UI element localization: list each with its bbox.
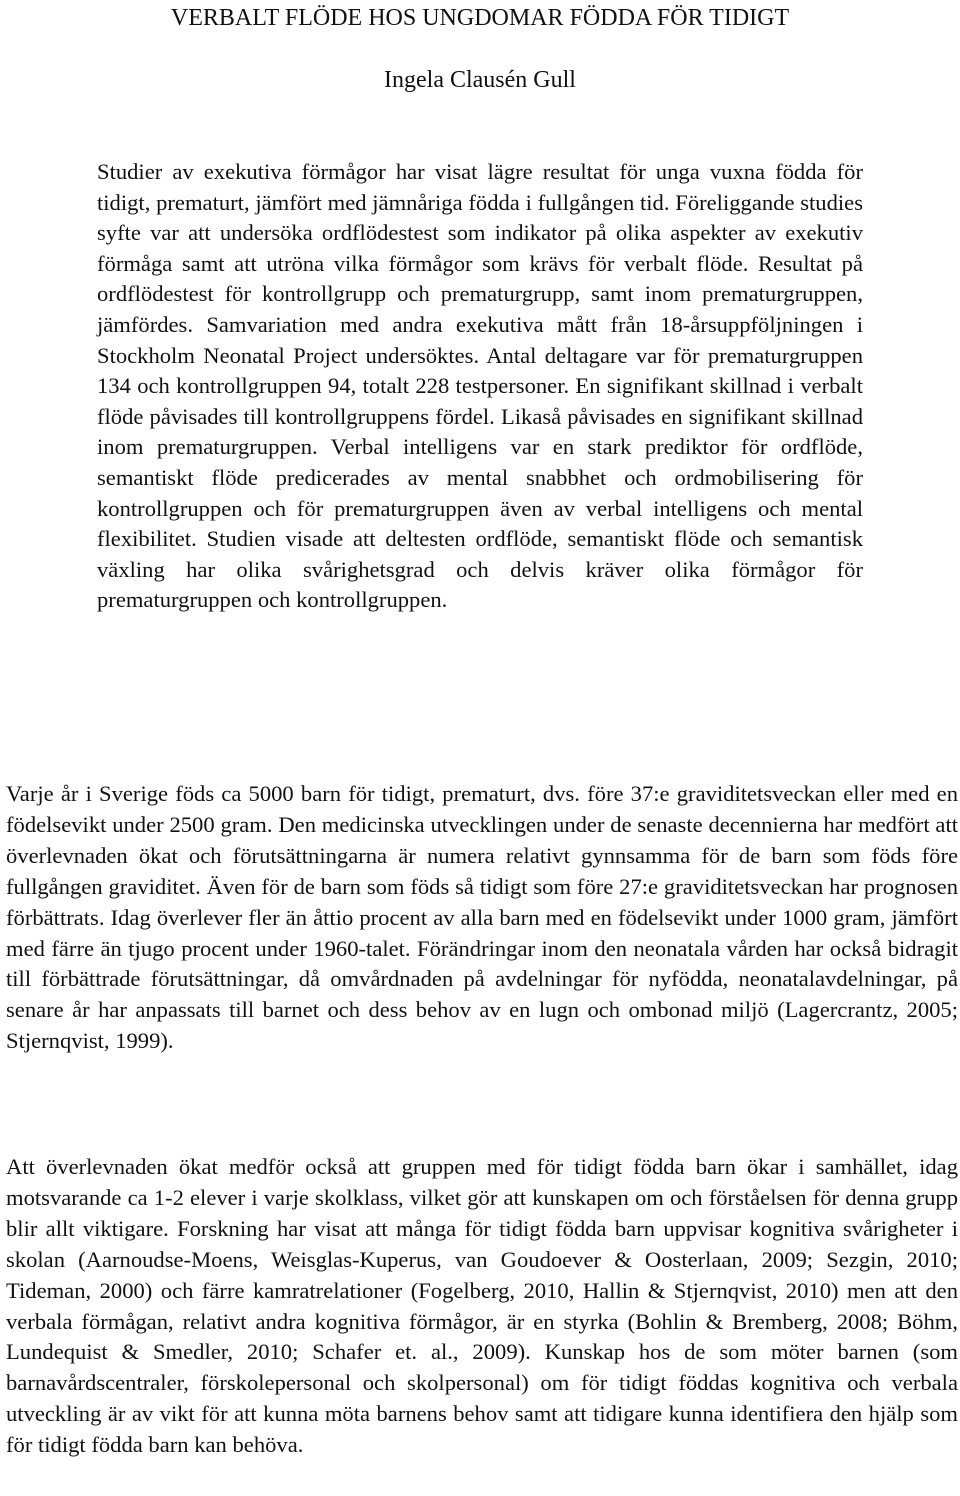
abstract-paragraph: Studier av exekutiva förmågor har visat lägre resultat för unga vuxna födda för tidigt, prematurt, jämfört med jämnåriga födda i fullgången tid. Föreliggande studies syfte var att undersöka ordflödestest som indikator på olika aspekter av exekutiv förmåga samt att utröna vilka förmågor som krävs för verbalt flöde. Resultat på ordflödestest för kontrollgrupp och prematurgrupp, samt inom prematurgruppen, jämfördes. Samvariation med andra exekutiva mått från 18-årsuppföljningen i Stockholm Neonatal Project undersöktes. Antal deltagare var för prematurgruppen 134 och kontrollgruppen 94, totalt 228 testpersoner. En signifikant skillnad i verbalt flöde påvisades till kontrollgruppens fördel. Likaså påvisades en signifikant skillnad inom prematurgruppen. Verbal intelligens var en stark prediktor för ordflöde, semantiskt flöde predicerades av mental snabbhet och ordmobilisering för kontrollgruppen och för prematurgruppen även av verbal intelligens och mental flexibilitet. Studien visade att deltesten ordflöde, semantiskt flöde och semantisk växling har olika svårighetsgrad och delvis kräver olika förmågor för prematurgruppen och kontrollgruppen.	[97, 159, 863, 613]
body-paragraph-2: Att överlevnaden ökat medför också att gruppen med för tidigt födda barn ökar i samhället, idag motsvarande ca 1-2 elever i varje skolklass, vilket gör att kunskapen om och förståelsen för denna grupp blir allt viktigare. Forskning har visat att många för tidigt födda barn uppvisar kognitiva svårigheter i skolan (Aarnoudse-Moens, Weisglas-Kuperus, van Goudoever & Oosterlaan, 2009; Sezgin, 2010; Tideman, 2000) och färre kamratrelationer (Fogelberg, 2010, Hallin & Stjernqvist, 2010) men att den verbala förmågan, relativt andra kognitiva förmågor, är en styrka (Bohlin & Bremberg, 2008; Böhm, Lundequist & Smedler, 2010; Schafer et. al., 2009). Kunskap hos de som möter barnen (som barnavårdscentraler, förskolepersonal och skolpersonal) om för tidigt föddas kognitiva och verbala utveckling är av vikt för att kunna möta barnens behov samt att tidigare kunna identifiera den hjälp som för tidigt födda barn kan behöva.	[6, 1154, 958, 1458]
document-title: VERBALT FLÖDE HOS UNGDOMAR FÖDDA FÖR TIDIGT	[170, 5, 790, 31]
author-name: Ingela Clausén Gull	[384, 67, 576, 93]
body-paragraph-1: Varje år i Sverige föds ca 5000 barn för tidigt, prematurt, dvs. före 37:e graviditetsveckan eller med en födelsevikt under 2500 gram. Den medicinska utvecklingen under de senaste decennierna har medfört att överlevnaden ökat och förutsättningarna är numera relativt gynnsamma för de barn som föds före fullgången graviditet. Även för de barn som föds så tidigt som före 27:e graviditetsveckan har prognosen förbättrats. Idag överlever fler än åttio procent av alla barn med en födelsevikt under 1000 gram, jämfört med färre än tjugo procent under 1960-talet. Förändringar inom den neonatala vården har också bidragit till förbättrade förutsättningar, då omvårdnaden på avdelningar för nyfödda, neonatalavdelningar, på senare år har anpassats till barnet och dess behov av en lugn och ombonad miljö (Lagercrantz, 2005; Stjernqvist, 1999).	[6, 781, 958, 1054]
